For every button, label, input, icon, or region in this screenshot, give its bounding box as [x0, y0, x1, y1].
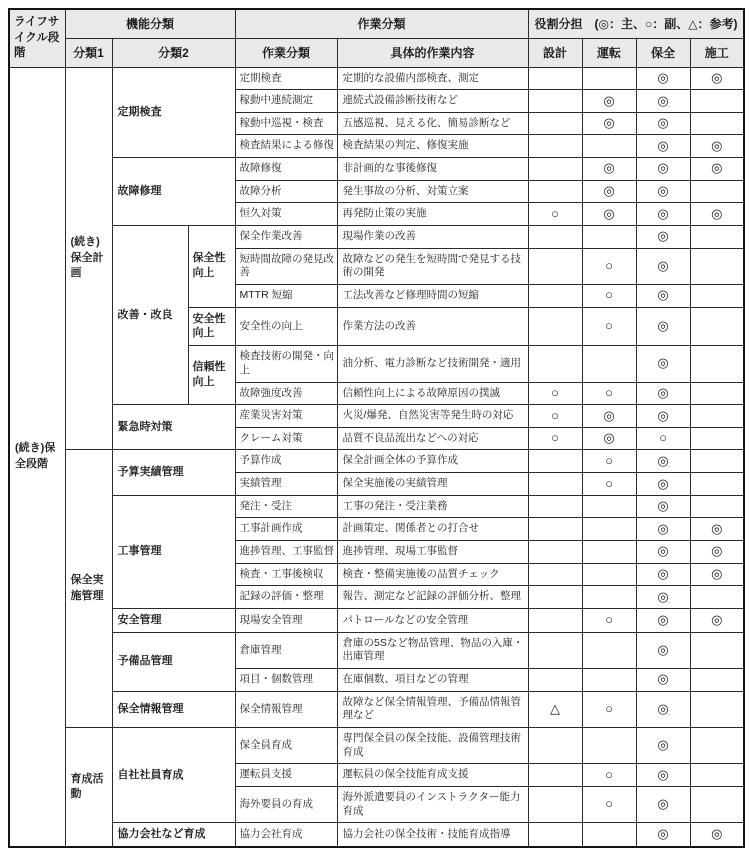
work-detail-cell: 故障など保全情報管理、予備品情報管理など: [337, 691, 528, 727]
role-cell-construction: [690, 450, 744, 473]
work-class-cell: 発注・受注: [235, 495, 337, 518]
table-row: [9, 495, 744, 518]
role-cell-operation: ◎: [582, 203, 636, 226]
class2-cell: 定期検査: [112, 67, 235, 158]
work-detail-cell: 検査結果の判定、修復実施: [337, 135, 528, 158]
role-cell-design: [528, 346, 582, 382]
role-cell-operation: [582, 669, 636, 692]
class2-cell: 予算実績管理: [112, 450, 235, 495]
table-row: [9, 405, 744, 428]
work-detail-cell: 火災/爆発、自然災害等発生時の対応: [337, 405, 528, 428]
header-work-group: 作業分類: [235, 9, 528, 38]
table-row: [9, 691, 744, 727]
role-cell-design: [528, 112, 582, 135]
role-cell-operation: ○: [582, 382, 636, 405]
role-cell-maintenance: ◎: [636, 405, 690, 428]
class1-cell: 育成活動: [65, 728, 112, 848]
role-cell-design: [528, 669, 582, 692]
role-cell-design: [528, 728, 582, 764]
role-cell-operation: ◎: [582, 405, 636, 428]
role-cell-construction: [690, 669, 744, 692]
role-cell-construction: [690, 248, 744, 284]
work-class-cell: 定期検査: [235, 67, 337, 90]
role-cell-design: [528, 608, 582, 632]
role-cell-maintenance: ◎: [636, 135, 690, 158]
class2-sub-cell: 保全性向上: [188, 226, 235, 308]
role-cell-construction: ◎: [690, 518, 744, 541]
class2-cell: 故障修理: [112, 158, 235, 226]
work-detail-cell: 現場作業の改善: [337, 226, 528, 249]
header-work-detail: 具体的作業内容: [337, 38, 528, 67]
role-cell-operation: [582, 728, 636, 764]
class1-cell: (続き)保全計画: [65, 67, 112, 450]
role-cell-maintenance: ◎: [636, 248, 690, 284]
table-row: [9, 226, 744, 249]
work-detail-cell: 五感巡視、見える化、簡易診断など: [337, 112, 528, 135]
role-cell-construction: [690, 405, 744, 428]
role-cell-design: [528, 226, 582, 249]
role-cell-operation: [582, 495, 636, 518]
table-row: [9, 158, 744, 181]
role-cell-construction: [690, 346, 744, 382]
role-cell-maintenance: ◎: [636, 180, 690, 203]
role-cell-construction: ◎: [690, 541, 744, 564]
header-class2: 分類2: [112, 38, 235, 67]
role-cell-operation: ○: [582, 764, 636, 787]
work-class-cell: 安全性の向上: [235, 307, 337, 346]
work-class-cell: 稼動中連続測定: [235, 90, 337, 113]
lifecycle-stage-cell: (続き)保全段階: [9, 67, 65, 847]
role-cell-construction: ◎: [690, 608, 744, 632]
class2-cell: 安全管理: [112, 608, 235, 632]
role-cell-operation: ◎: [582, 90, 636, 113]
role-cell-operation: ○: [582, 473, 636, 496]
work-class-cell: クレーム対策: [235, 427, 337, 450]
role-cell-maintenance: ◎: [636, 158, 690, 181]
role-cell-construction: [690, 495, 744, 518]
work-class-cell: 項目・個数管理: [235, 669, 337, 692]
role-cell-construction: [690, 764, 744, 787]
role-cell-construction: [690, 382, 744, 405]
role-cell-design: [528, 248, 582, 284]
work-detail-cell: 検査・整備実施後の品質チェック: [337, 563, 528, 586]
role-cell-design: [528, 823, 582, 847]
role-cell-operation: [582, 541, 636, 564]
header-role-design: 設計: [528, 38, 582, 67]
role-cell-design: [528, 284, 582, 307]
role-cell-maintenance: ◎: [636, 764, 690, 787]
role-cell-design: [528, 632, 582, 668]
work-class-cell: 検査技術の開発・向上: [235, 346, 337, 382]
work-detail-cell: 倉庫の5Sなど物品管理、物品の入庫・出庫管理: [337, 632, 528, 668]
class2-cell: 保全情報管理: [112, 691, 235, 727]
work-detail-cell: 在庫個数、項目などの管理: [337, 669, 528, 692]
class2-cell: 協力会社など育成: [112, 823, 235, 847]
work-detail-cell: 発生事故の分析、対策立案: [337, 180, 528, 203]
class2-cell: 緊急時対策: [112, 405, 235, 450]
role-cell-maintenance: ◎: [636, 203, 690, 226]
role-cell-construction: ◎: [690, 67, 744, 90]
role-cell-construction: ◎: [690, 203, 744, 226]
class2-cell: 工事管理: [112, 495, 235, 608]
role-cell-construction: [690, 427, 744, 450]
work-detail-cell: 品質不良品流出などへの対応: [337, 427, 528, 450]
work-detail-cell: 工事の発注・受注業務: [337, 495, 528, 518]
role-cell-operation: ◎: [582, 427, 636, 450]
class2-sub-cell: 安全性向上: [188, 307, 235, 346]
role-cell-design: [528, 764, 582, 787]
table-header: [9, 9, 744, 67]
class1-cell: 保全実施管理: [65, 450, 112, 728]
role-cell-construction: [690, 632, 744, 668]
role-cell-maintenance: ◎: [636, 382, 690, 405]
role-cell-operation: ◎: [582, 112, 636, 135]
work-detail-cell: 再発防止策の実施: [337, 203, 528, 226]
role-cell-maintenance: ◎: [636, 67, 690, 90]
role-cell-construction: ◎: [690, 158, 744, 181]
role-cell-maintenance: ◎: [636, 563, 690, 586]
role-cell-construction: [690, 586, 744, 609]
role-cell-maintenance: ◎: [636, 823, 690, 847]
role-cell-operation: ○: [582, 248, 636, 284]
work-class-cell: 故障分析: [235, 180, 337, 203]
class2-cell: 予備品管理: [112, 632, 235, 691]
role-cell-construction: [690, 307, 744, 346]
work-detail-cell: 進捗管理、現場工事監督: [337, 541, 528, 564]
work-detail-cell: 故障などの発生を短時間で発見する技術の開発: [337, 248, 528, 284]
table-row: [9, 608, 744, 632]
role-cell-maintenance: ◎: [636, 226, 690, 249]
role-cell-operation: [582, 632, 636, 668]
role-cell-maintenance: ◎: [636, 586, 690, 609]
role-cell-design: ○: [528, 203, 582, 226]
role-cell-design: [528, 518, 582, 541]
role-cell-operation: [582, 67, 636, 90]
role-cell-design: [528, 473, 582, 496]
role-cell-construction: [690, 112, 744, 135]
role-cell-maintenance: ◎: [636, 90, 690, 113]
table-row: [9, 67, 744, 90]
work-class-cell: 記録の評価・整理: [235, 586, 337, 609]
work-class-cell: 進捗管理、工事監督: [235, 541, 337, 564]
header-role-construction: 施工: [690, 38, 744, 67]
role-cell-design: [528, 450, 582, 473]
work-class-cell: 恒久対策: [235, 203, 337, 226]
role-cell-maintenance: ◎: [636, 307, 690, 346]
role-cell-construction: [690, 180, 744, 203]
role-cell-operation: ○: [582, 608, 636, 632]
role-cell-maintenance: ◎: [636, 346, 690, 382]
role-cell-design: [528, 135, 582, 158]
header-row-groups: [9, 9, 744, 38]
work-detail-cell: 保全計画全体の予算作成: [337, 450, 528, 473]
role-cell-construction: [690, 728, 744, 764]
header-role-operation: 運転: [582, 38, 636, 67]
work-detail-cell: 信頼性向上による故障原因の撲滅: [337, 382, 528, 405]
role-cell-construction: [690, 473, 744, 496]
role-cell-maintenance: ○: [636, 427, 690, 450]
work-detail-cell: 協力会社の保全技術・技能育成指導: [337, 823, 528, 847]
work-detail-cell: 保全実施後の実績管理: [337, 473, 528, 496]
work-class-cell: 保全作業改善: [235, 226, 337, 249]
header-row-columns: [9, 38, 744, 67]
role-cell-design: [528, 158, 582, 181]
role-cell-maintenance: ◎: [636, 691, 690, 727]
role-cell-operation: ○: [582, 786, 636, 822]
role-cell-design: [528, 541, 582, 564]
role-cell-maintenance: ◎: [636, 450, 690, 473]
table-row: [9, 450, 744, 473]
work-class-cell: 保全員育成: [235, 728, 337, 764]
role-cell-design: ○: [528, 382, 582, 405]
class2-cell: 自社社員育成: [112, 728, 235, 823]
header-lifecycle-stage: ライフサイクル段階: [9, 9, 65, 67]
role-cell-maintenance: ◎: [636, 518, 690, 541]
table-body: [9, 67, 744, 847]
work-class-cell: 保全情報管理: [235, 691, 337, 727]
role-cell-construction: [690, 226, 744, 249]
role-cell-operation: [582, 346, 636, 382]
work-detail-cell: 報告、測定など記録の評価分析、整理: [337, 586, 528, 609]
class2-sub-cell: 信頼性向上: [188, 346, 235, 405]
header-role-maintenance: 保全: [636, 38, 690, 67]
header-role-group-legend: 役割分担 (◎：主、○：副、△：参考): [528, 9, 744, 38]
work-class-cell: 稼動中巡視・検査: [235, 112, 337, 135]
class2-cell: 改善・改良: [112, 226, 188, 405]
work-detail-cell: 非計画的な事後修復: [337, 158, 528, 181]
role-cell-design: [528, 90, 582, 113]
work-class-cell: 産業災害対策: [235, 405, 337, 428]
work-class-cell: MTTR 短縮: [235, 284, 337, 307]
role-cell-construction: [690, 691, 744, 727]
role-cell-operation: ◎: [582, 180, 636, 203]
role-cell-operation: [582, 226, 636, 249]
role-cell-operation: [582, 518, 636, 541]
role-cell-design: [528, 307, 582, 346]
work-class-cell: 現場安全管理: [235, 608, 337, 632]
table-row: [9, 823, 744, 847]
role-cell-operation: [582, 823, 636, 847]
role-cell-construction: [690, 90, 744, 113]
role-cell-operation: ○: [582, 307, 636, 346]
role-cell-operation: [582, 563, 636, 586]
work-class-cell: 短時間故障の発見改善: [235, 248, 337, 284]
table-row: [9, 728, 744, 764]
role-cell-maintenance: ◎: [636, 473, 690, 496]
role-cell-operation: ◎: [582, 158, 636, 181]
work-detail-cell: 運転員の保全技能育成支援: [337, 764, 528, 787]
role-cell-operation: [582, 586, 636, 609]
role-cell-design: [528, 586, 582, 609]
role-cell-construction: ◎: [690, 135, 744, 158]
work-detail-cell: 作業方法の改善: [337, 307, 528, 346]
work-class-cell: 故障修復: [235, 158, 337, 181]
work-detail-cell: 定期的な設備内部検査、測定: [337, 67, 528, 90]
table-row: [9, 632, 744, 668]
role-cell-design: ○: [528, 405, 582, 428]
role-cell-design: △: [528, 691, 582, 727]
role-cell-design: [528, 786, 582, 822]
header-work-class: 作業分類: [235, 38, 337, 67]
work-detail-cell: 計画策定、関係者との打合せ: [337, 518, 528, 541]
role-cell-design: [528, 180, 582, 203]
role-cell-design: ○: [528, 427, 582, 450]
role-cell-design: [528, 67, 582, 90]
role-cell-construction: ◎: [690, 563, 744, 586]
work-detail-cell: パトロールなどの安全管理: [337, 608, 528, 632]
role-cell-construction: ◎: [690, 823, 744, 847]
role-cell-maintenance: ◎: [636, 669, 690, 692]
maintenance-role-table: [8, 8, 745, 848]
role-cell-maintenance: ◎: [636, 284, 690, 307]
header-class1: 分類1: [65, 38, 112, 67]
role-cell-maintenance: ◎: [636, 786, 690, 822]
role-cell-maintenance: ◎: [636, 495, 690, 518]
role-cell-construction: [690, 284, 744, 307]
role-cell-operation: [582, 135, 636, 158]
role-cell-maintenance: ◎: [636, 608, 690, 632]
header-function-group: 機能分類: [65, 9, 235, 38]
work-detail-cell: 油分析、電力診断など技術開発・適用: [337, 346, 528, 382]
role-cell-operation: ○: [582, 284, 636, 307]
role-cell-maintenance: ◎: [636, 632, 690, 668]
work-class-cell: 検査・工事後検収: [235, 563, 337, 586]
work-class-cell: 工事計画作成: [235, 518, 337, 541]
role-cell-maintenance: ◎: [636, 112, 690, 135]
work-class-cell: 運転員支援: [235, 764, 337, 787]
work-class-cell: 検査結果による修復: [235, 135, 337, 158]
work-class-cell: 実績管理: [235, 473, 337, 496]
work-class-cell: 倉庫管理: [235, 632, 337, 668]
role-cell-design: [528, 495, 582, 518]
work-detail-cell: 海外派遣要員のインストラクター能力育成: [337, 786, 528, 822]
work-class-cell: 故障強度改善: [235, 382, 337, 405]
role-cell-construction: [690, 786, 744, 822]
work-detail-cell: 工法改善など修理時間の短縮: [337, 284, 528, 307]
role-cell-operation: ○: [582, 450, 636, 473]
role-cell-maintenance: ◎: [636, 728, 690, 764]
work-class-cell: 海外要員の育成: [235, 786, 337, 822]
role-cell-design: [528, 563, 582, 586]
work-class-cell: 予算作成: [235, 450, 337, 473]
role-cell-operation: ○: [582, 691, 636, 727]
work-detail-cell: 専門保全員の保全技能、設備管理技術育成: [337, 728, 528, 764]
work-detail-cell: 連続式設備診断技術など: [337, 90, 528, 113]
work-class-cell: 協力会社育成: [235, 823, 337, 847]
role-cell-maintenance: ◎: [636, 541, 690, 564]
